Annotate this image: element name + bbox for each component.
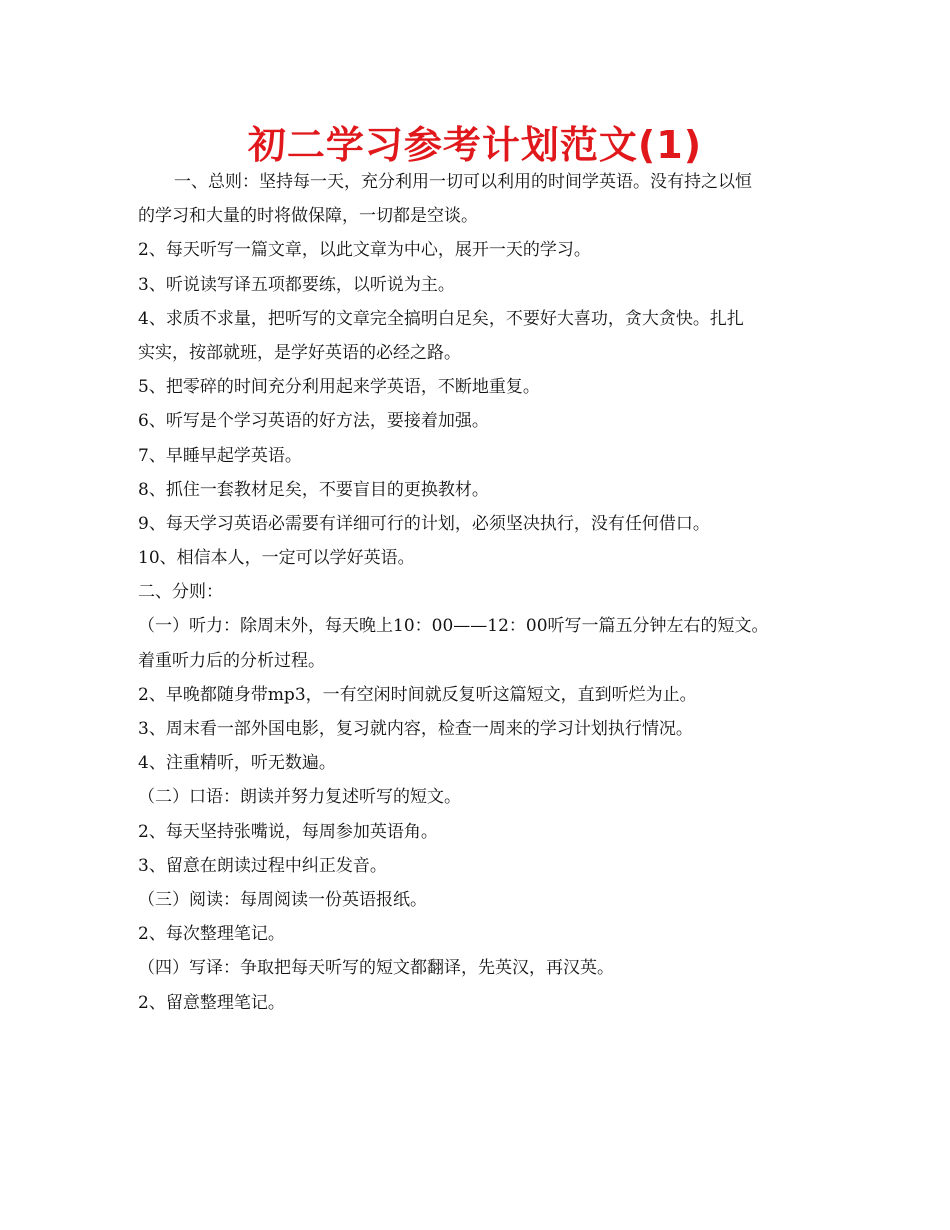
paragraph-line: 着重听力后的分析过程。 <box>138 650 325 671</box>
paragraph-line: 8、抓住一套教材足矣，不要盲目的更换教材。 <box>138 479 489 500</box>
paragraph-line: 3、留意在朗读过程中纠正发音。 <box>138 855 387 876</box>
paragraph-line: 4、求质不求量，把听写的文章完全搞明白足矣，不要好大喜功，贪大贪快。扎扎 <box>138 308 744 329</box>
paragraph-line: 2、早晚都随身带mp3，一有空闲时间就反复听这篇短文，直到听烂为止。 <box>138 684 697 705</box>
paragraph-line: 的学习和大量的时将做保障，一切都是空谈。 <box>138 206 478 227</box>
paragraph-line: 3、周末看一部外国电影，复习就内容，检查一周来的学习计划执行情况。 <box>138 719 693 739</box>
paragraph-line: 4、注重精听，听无数遍。 <box>138 753 336 774</box>
paragraph-line: 2、每次整理笔记。 <box>138 924 285 945</box>
paragraph-line: （四）写译：争取把每天听写的短文都翻译，先英汉，再汉英。 <box>138 958 614 979</box>
paragraph-line: （二）口语：朗读并努力复述听写的短文。 <box>138 787 461 808</box>
paragraph-line: 7、早睡早起学英语。 <box>138 445 302 466</box>
paragraph-line: （三）阅读：每周阅读一份英语报纸。 <box>138 889 427 910</box>
paragraph-line: 3、听说读写译五项都要练，以听说为主。 <box>138 274 455 295</box>
document-title: 初二学习参考计划范文(1) <box>247 123 703 167</box>
paragraph-line: 6、听写是个学习英语的好方法，要接着加强。 <box>138 411 489 432</box>
document-body <box>138 165 838 1020</box>
paragraph-line: 2、每天听写一篇文章，以此文章为中心，展开一天的学习。 <box>138 240 591 261</box>
paragraph-line: 9、每天学习英语必需要有详细可行的计划，必须坚决执行，没有任何借口。 <box>138 513 710 534</box>
section-heading: 二、分则： <box>138 582 223 603</box>
paragraph-line: 一、总则：坚持每一天，充分利用一切可以利用的时间学英语。没有持之以恒 <box>174 172 752 192</box>
paragraph-line: 2、留意整理笔记。 <box>138 992 285 1013</box>
paragraph-line: （一）听力：除周末外，每天晚上10：00——12：00听写一篇五分钟左右的短文。 <box>138 616 769 637</box>
paragraph-line: 2、每天坚持张嘴说，每周参加英语角。 <box>138 821 438 842</box>
paragraph-line: 10、相信本人，一定可以学好英语。 <box>138 548 415 569</box>
paragraph-line: 实实，按部就班，是学好英语的必经之路。 <box>138 342 461 363</box>
paragraph-line: 5、把零碎的时间充分利用起来学英语，不断地重复。 <box>138 377 540 398</box>
